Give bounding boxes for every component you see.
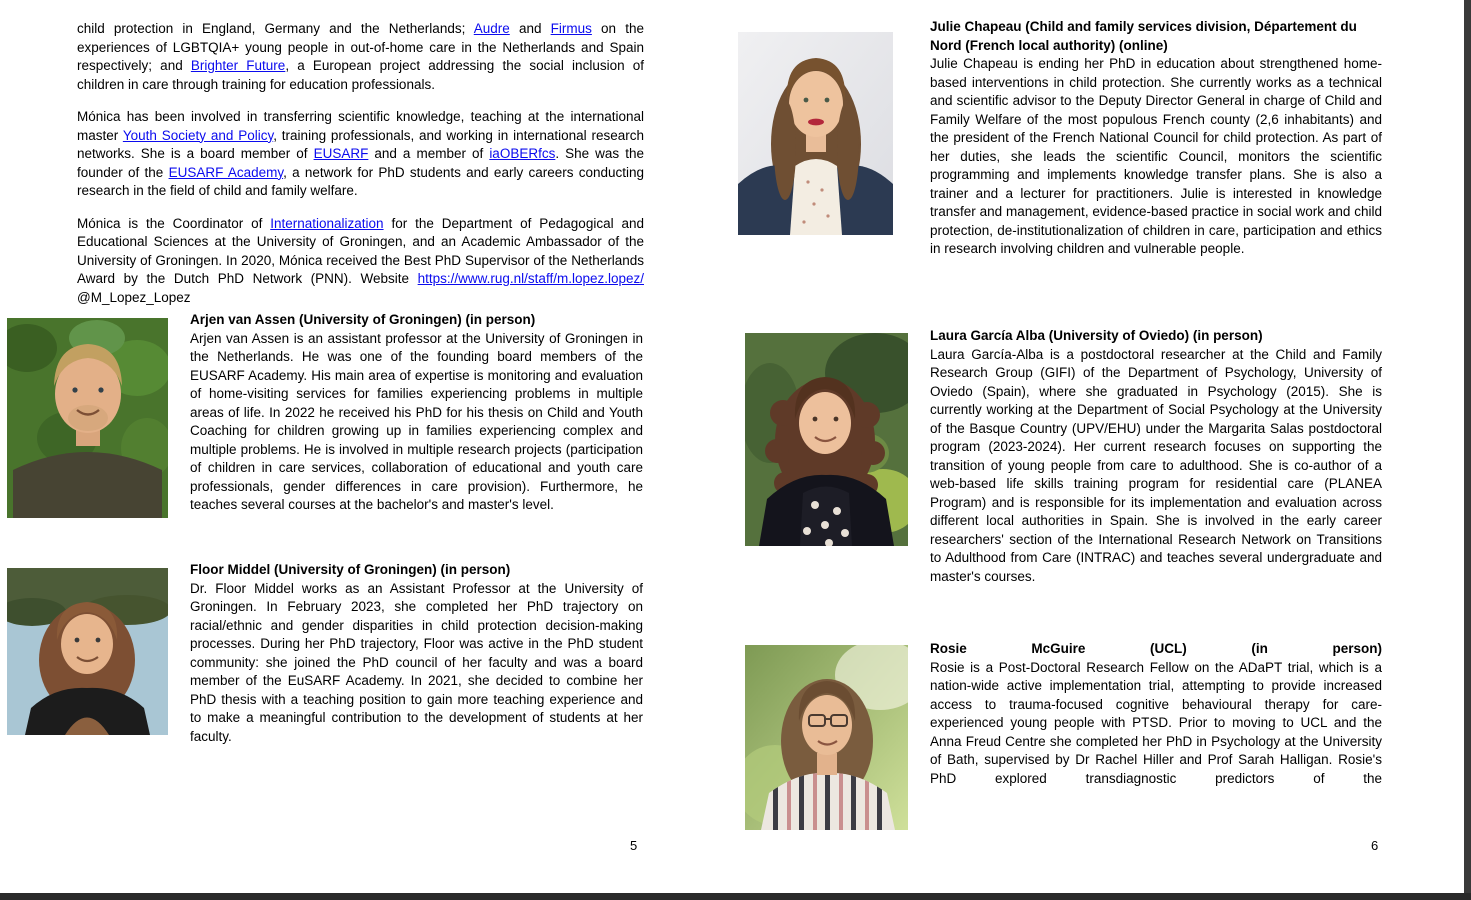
bio-body-floor-middel: Dr. Floor Middel works as an Assistant Professor at the University of Groningen. In February 2023, she completed her PhD trajectory on racial/ethnic and gender disparities in child protection decision-making processes. During her PhD trajectory, Floor was active in the PhD student community: she joined the PhD council of her faculty and was a board member of the EuSARF Academy. In 2021, she decided to combine her PhD thesis with a teaching position to gain more teaching experience and to make a meaningful contribution to the development of students at her faculty. xyxy=(190,580,643,744)
inline-link[interactable]: Internationalization xyxy=(270,215,384,231)
bio-laura-garcia-alba xyxy=(930,327,1382,586)
photo-julie-chapeau xyxy=(738,32,893,235)
inline-link[interactable]: Youth Society and Policy xyxy=(122,127,274,143)
bio-heading-laura-garcia-alba: Laura García Alba (University of Oviedo) (in person) xyxy=(930,328,1263,343)
bio-body-arjen-van-assen: Arjen van Assen is an assistant professor at the University of Groningen in the Netherlands. He was one of the founding board members of the EUSARF Academy. His main area of expertise is monitoring and evaluation of home-visiting services for families experiencing problems in multiple areas of life. In 2022 he received his PhD for his thesis on Child and Youth Coaching for children growing up in families experiencing complex and multiple problems. He is involved in multiple research projects (participation of children in care services, collaboration of educational and youth care professionals, gender differences in care provision). Furthermore, he teaches several courses at the bachelor's and master's level. xyxy=(190,330,643,512)
photo-arjen-van-assen xyxy=(7,318,168,518)
inline-link[interactable]: iaOBERfcs xyxy=(489,146,556,161)
bio-julie-chapeau xyxy=(930,18,1382,259)
photo-rosie-mcguire xyxy=(745,645,908,830)
bio-heading-arjen-van-assen: Arjen van Assen (University of Groningen) (in person) xyxy=(190,312,536,327)
portrait-illustration xyxy=(738,32,893,235)
bio-body-rosie-mcguire: Rosie is a Post-Doctoral Research Fellow on the ADaPT trial, which is a nation-wide active implementation trial, attempting to provide increased access to trauma-focused cognitive behavioural therapy for care-experienced young people with PTSD. Prior to moving to UCL and the Anna Freud Centre she completed her PhD in Psychology at the University of Bath, supervised by Dr Rachel Hiller and Prof Sarah Halligan. Rosie's PhD explored transdiagnostic predictors of the xyxy=(930,659,1382,786)
bio-heading-rosie-mcguire: Rosie McGuire (UCL) (in person) xyxy=(930,641,1382,656)
photo-floor-middel xyxy=(7,568,168,735)
bio-floor-middel xyxy=(190,561,643,746)
portrait-illustration xyxy=(7,568,168,735)
page-number-right: 6 xyxy=(1371,838,1379,853)
page-number-left: 5 xyxy=(630,838,638,853)
bottom-edge-bar xyxy=(0,893,1471,900)
portrait-illustration xyxy=(745,645,908,830)
intro-paragraph: child protection in England, Germany and the Netherlands; Audre and Firmus on the experiences of LGBTQIA+ young people in out-of-home care in the Netherlands and Spain respectively; and Brighter Future, a European project addressing the social inclusion of children in care through training for education professionals. xyxy=(77,21,645,92)
right-edge-bar xyxy=(1464,0,1471,900)
bio-heading-julie-chapeau: Julie Chapeau (Child and family services division, Département du Nord (French local authority) (online) xyxy=(930,19,1357,53)
inline-link[interactable]: https://www.rug.nl/staff/m.lopez.lopez/ xyxy=(417,271,644,286)
bio-arjen-van-assen xyxy=(190,311,643,515)
inline-link[interactable]: Brighter Future xyxy=(190,58,286,73)
intro-paragraph: Mónica is the Coordinator of Internationalization for the Department of Pedagogical and Educational Sciences at the University of Groningen, and an Academic Ambassador of the University of Groningen. In 2020, Mónica received the Best PhD Supervisor of the Netherlands Award by the Dutch PhD Network (PNN). Website https://www.rug.nl/staff/m.lopez.lopez/ @M_Lopez_Lopez xyxy=(77,215,644,305)
inline-link[interactable]: EUSARF xyxy=(313,146,369,161)
portrait-illustration xyxy=(745,333,908,546)
intro-paragraph: Mónica has been involved in transferring scientific knowledge, teaching at the international master Youth Society and Policy, training professionals, and working in international research networks. She is a board member of EUSARF and a member of iaOBERfcs. She was the founder of the EUSARF Academy, a network for PhD students and early careers conducting research in the field of child and family welfare. xyxy=(77,109,645,198)
inline-link[interactable]: Firmus xyxy=(550,21,592,36)
bio-body-laura-garcia-alba: Laura García-Alba is a postdoctoral researcher at the Child and Family Research Group (GIFI) of the Department of Psychology, University of Oviedo (Spain), where she graduated in Psychology (2015). She is currently working at the Department of Social Psychology at the University of the Basque Country (UPV/EHU) under the Margarita Salas postdoctoral program (2023-2024). Her current research focuses on supporting the transition of young people from care to adulthood. She is co-author of a web-based life skills training program for residential care (PLANEA Program) and is responsible for its implementation and evaluation across different local authorities in Spain. She is involved in the early career researchers' section of the International Research Network on Transitions to Adulthood from Care (INTRAC) and teaches several undergraduate and master's courses. xyxy=(930,346,1382,584)
inline-link[interactable]: EUSARF Academy xyxy=(168,164,284,180)
bio-heading-floor-middel: Floor Middel (University of Groningen) (in person) xyxy=(190,562,511,577)
intro-text-block xyxy=(77,20,644,321)
photo-laura-garcia-alba xyxy=(745,333,908,546)
inline-link[interactable]: Audre xyxy=(473,21,510,36)
bio-rosie-mcguire xyxy=(930,640,1382,788)
portrait-illustration xyxy=(7,318,168,518)
bio-body-julie-chapeau: Julie Chapeau is ending her PhD in education about strengthened home-based interventions in child protection. She currently works as a technical and scientific advisor to the Deputy Director General in charge of Child and Family Welfare of the most populous French county (2,6 inhabitants) and the president of the French National Council for child protection. As part of her duties, she leads the scientific Council, monitors the scientific programming and implements knowledge transfer plans. She is also a trainer and a lecturer for practitioners. Julie is interested in knowledge transfer and management, evidence-based practice in social work and child protection, de-institutionalization of children in care, participation and ethics in research involving children and vulnerable people. xyxy=(930,56,1382,256)
